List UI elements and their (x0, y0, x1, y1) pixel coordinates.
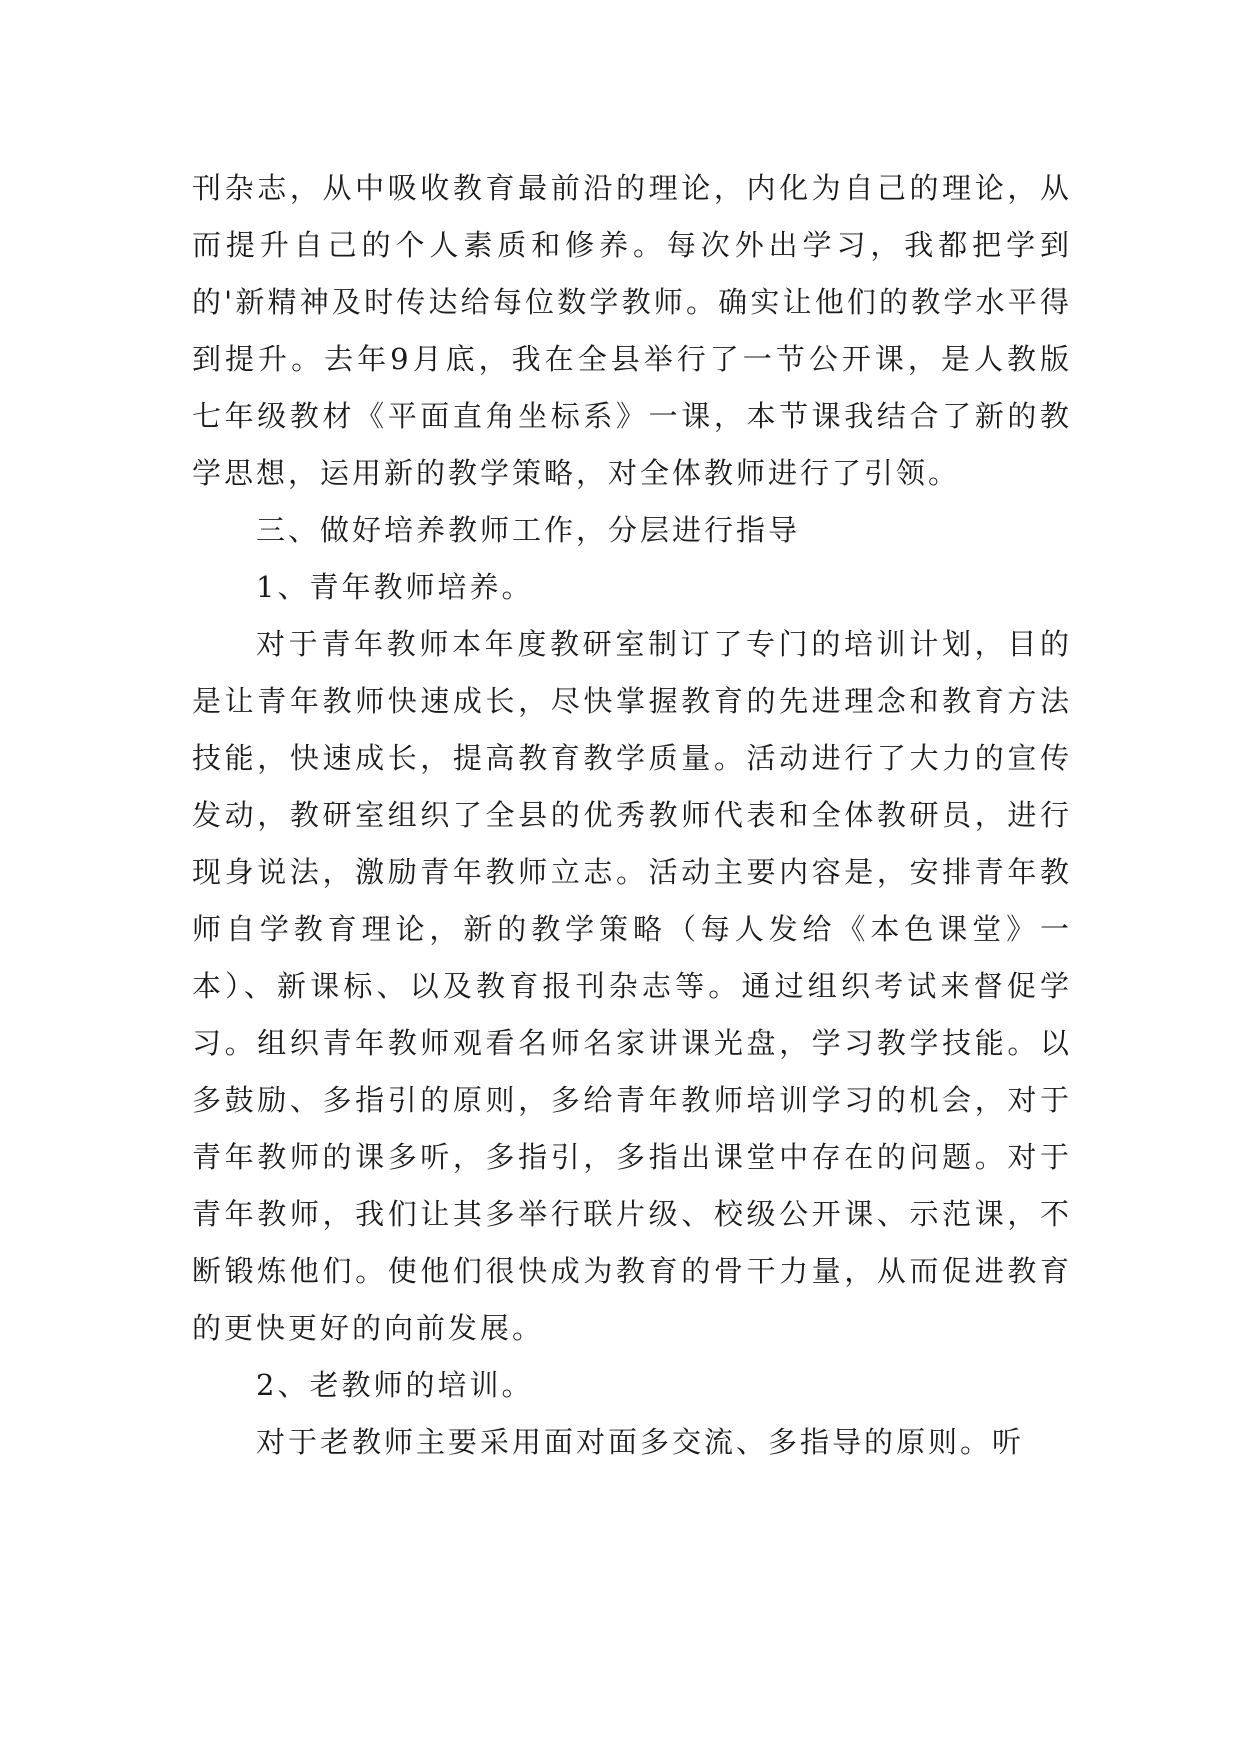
subheading-senior-teachers: 2、老教师的培训。 (256, 1368, 534, 1402)
paragraph-young-teachers: 对于青年教师本年度教研室制订了专门的培训计划，目的是让青年教师快速成长，尽快掌握教育的先进理念和教育方法技能，快速成长，提高教育教学质量。活动进行了大力的宣传发动，教研室组织了全县的优秀教师代表和全体教研员，进行现身说法，激励青年教师立志。活动主要内容是，安排青年教师自学教育理论，新的教学策略（每人发给《本色课堂》一本）、新课标、以及教育报刊杂志等。通过组织考试来督促学习。组织青年教师观看名师名家讲课光盘，学习教学技能。以多鼓励、多指引的原则，多给青年教师培训学习的机会，对于青年教师的课多听，多指引，多指出课堂中存在的问题。对于青年教师，我们让其多举行联片级、校级公开课、示范课，不断锻炼他们。使他们很快成为教育的骨干力量，从而促进教育的更快更好的向前发展。 (192, 627, 1072, 1345)
paragraph-continuation: 刊杂志，从中吸收教育最前沿的理论，内化为自己的理论，从而提升自己的个人素质和修养。每次外出学习，我都把学到的'新精神及时传达给每位数学教师。确实让他们的教学水平得到提升。去年9月底，我在全县举行了一节公开课，是人教版七年级教材《平面直角坐标系》一课，本节课我结合了新的教学思想，运用新的教学策略，对全体教师进行了引领。 (192, 171, 1072, 490)
paragraph-senior-teachers: 对于老教师主要采用面对面多交流、多指导的原则。听 (256, 1425, 1025, 1459)
document-body (192, 160, 1072, 1471)
subheading-young-teachers: 1、青年教师培养。 (256, 570, 534, 604)
section-heading-three: 三、做好培养教师工作，分层进行指导 (256, 513, 801, 547)
